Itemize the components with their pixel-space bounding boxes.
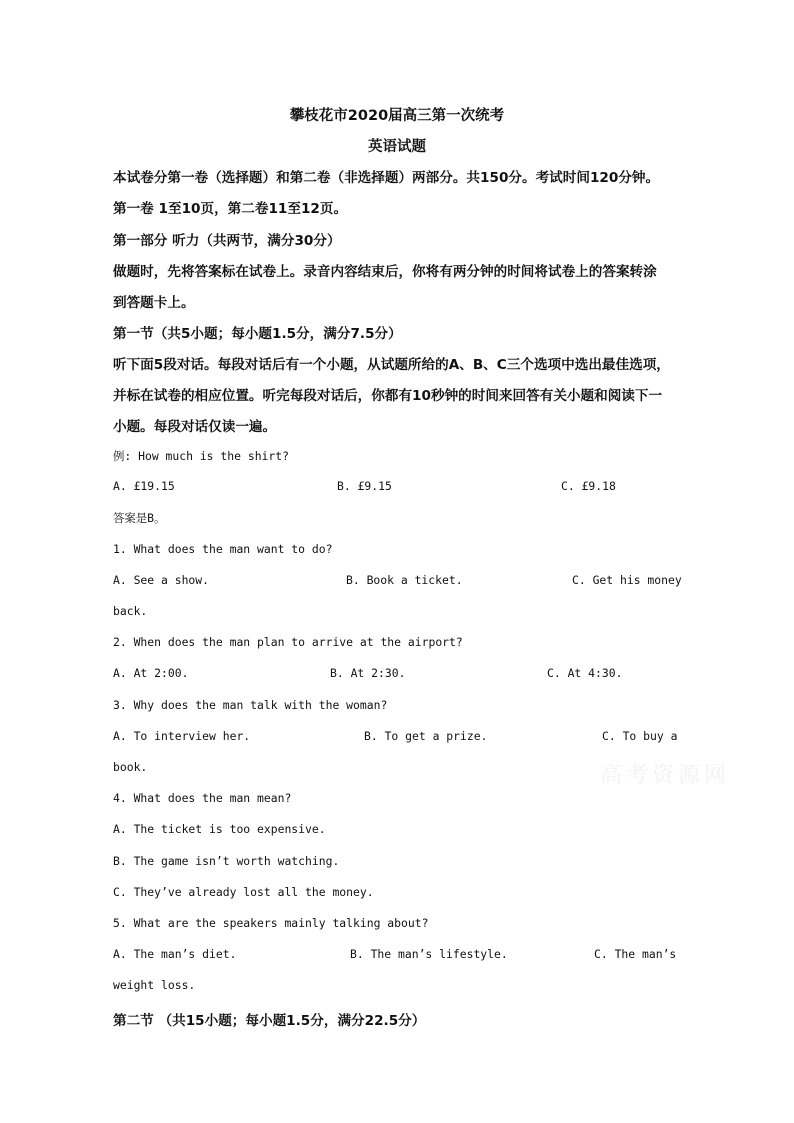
example-option-a: A. £19.15	[113, 479, 175, 493]
part1-instruction-line-2: 到答题卡上。	[113, 295, 195, 311]
question-2-option-a: A. At 2:00.	[113, 666, 189, 680]
question-5-stem: 5. What are the speakers mainly talking about?	[113, 916, 429, 930]
section1-instruction-line-2: 并标在试卷的相应位置。听完每段对话后，你都有10秒钟的时间来回答有关小题和阅读下一	[113, 388, 663, 404]
section1-heading: 第一节（共5小题；每小题1.5分，满分7.5分）	[113, 326, 402, 342]
question-3-option-c-wrap: book.	[113, 760, 148, 774]
intro-line-1: 本试卷分第一卷（选择题）和第二卷（非选择题）两部分。共150分。考试时间120分钟。	[113, 170, 660, 186]
question-2-option-b: B. At 2:30.	[330, 666, 406, 680]
section1-instruction-line-1: 听下面5段对话。每段对话后有一个小题，从试题所给的A、B、C三个选项中选出最佳选项，	[113, 357, 670, 373]
question-5-option-c: C. The man’s	[594, 947, 677, 961]
section2-heading: 第二节 （共15小题；每小题1.5分，满分22.5分）	[113, 1013, 426, 1029]
part1-instruction-line-1: 做题时，先将答案标在试卷上。录音内容结束后，你将有两分钟的时间将试卷上的答案转涂	[113, 264, 657, 280]
question-1-option-c-wrap: back.	[113, 604, 148, 618]
question-5-option-a: A. The man’s diet.	[113, 947, 237, 961]
example-question: 例: How much is the shirt?	[113, 449, 289, 463]
example-answer: 答案是B。	[113, 511, 166, 525]
question-1-option-b: B. Book a ticket.	[346, 573, 463, 587]
exam-subtitle: 英语试题	[368, 139, 426, 155]
question-2-stem: 2. When does the man plan to arrive at the airport?	[113, 635, 463, 649]
question-5-option-c-wrap: weight loss.	[113, 978, 196, 992]
question-5-option-b: B. The man’s lifestyle.	[350, 947, 508, 961]
question-4-option-a: A. The ticket is too expensive.	[113, 822, 326, 836]
watermark: 高考资源网	[600, 763, 731, 788]
example-option-c: C. £9.18	[561, 479, 616, 493]
question-3-option-c: C. To buy a	[602, 729, 678, 743]
question-1-option-a: A. See a show.	[113, 573, 210, 587]
section1-instruction-line-3: 小题。每段对话仅读一遍。	[113, 419, 277, 435]
question-4-option-c: C. They’ve already lost all the money.	[113, 885, 374, 899]
question-1-option-c: C. Get his money	[572, 573, 682, 587]
question-2-option-c: C. At 4:30.	[547, 666, 623, 680]
question-4-option-b: B. The game isn’t worth watching.	[113, 854, 340, 868]
question-1-stem: 1. What does the man want to do?	[113, 542, 333, 556]
question-3-option-a: A. To interview her.	[113, 729, 251, 743]
exam-title: 攀枝花市2020届高三第一次统考	[289, 108, 505, 124]
question-3-stem: 3. Why does the man talk with the woman?	[113, 698, 388, 712]
intro-line-2: 第一卷 1至10页，第二卷11至12页。	[113, 201, 348, 217]
question-3-option-b: B. To get a prize.	[364, 729, 488, 743]
question-4-stem: 4. What does the man mean?	[113, 791, 292, 805]
part1-heading: 第一部分 听力（共两节，满分30分）	[113, 233, 341, 249]
example-option-b: B. £9.15	[337, 479, 392, 493]
